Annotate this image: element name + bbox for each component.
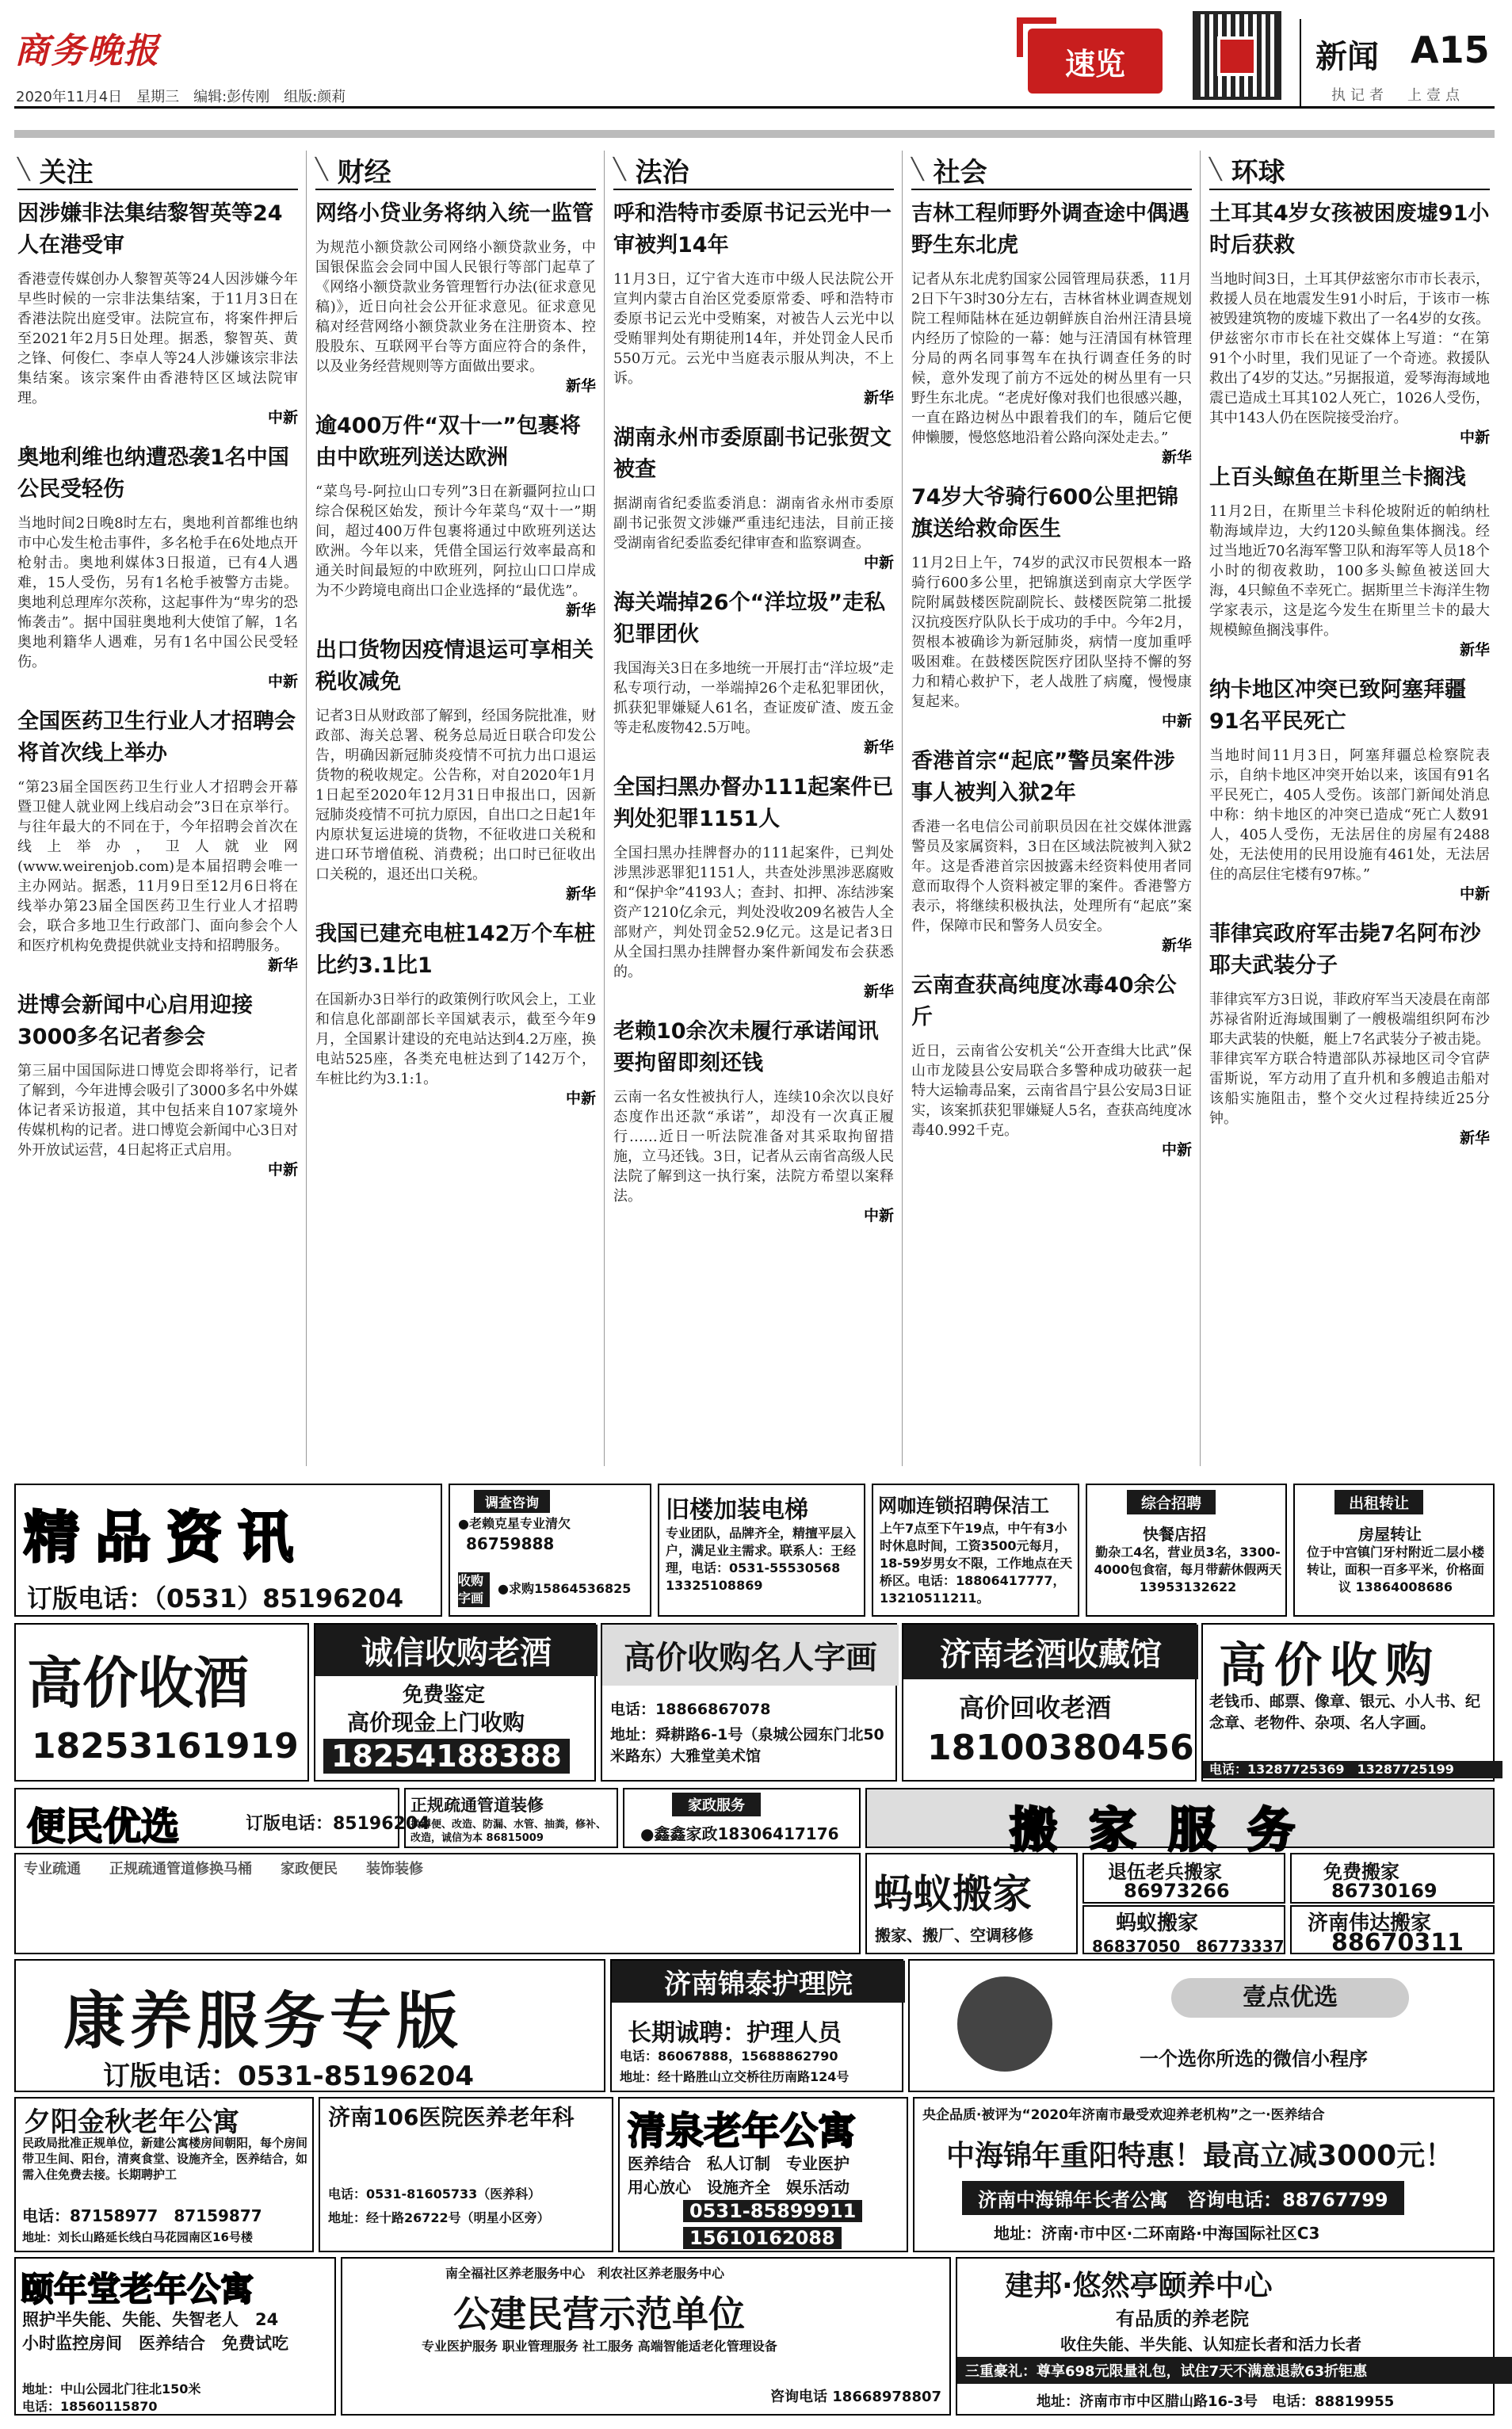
article-source: 中新 <box>267 409 298 426</box>
column-separator <box>1200 151 1201 1466</box>
ad-jiulou-title: 旧楼加装电梯 <box>666 1496 808 1524</box>
ad-zonghe-title: 快餐店招 <box>1143 1525 1206 1544</box>
article-headline[interactable]: 海关端掉26个“洋垃圾”走私犯罪团伙 <box>613 590 886 647</box>
ad-gaojia-shougou-title: 高价收购 <box>1219 1638 1441 1694</box>
ad-yiyuan106-title: 济南106医院医养老年科 <box>328 2104 575 2130</box>
article-source: 中新 <box>267 1161 298 1178</box>
ad-mayi2-title: 蚂蚁搬家 <box>1116 1912 1199 1935</box>
ad-qingquan <box>618 2097 908 2252</box>
ad-mayi-body: 搬家、搬厂、空调移修 <box>875 1926 1033 1945</box>
ad-diaocha-line2: 86759888 <box>466 1534 555 1553</box>
ad-jingpin-phone: 订版电话：（0531）85196204 <box>27 1583 404 1614</box>
dateline: 2020年11月4日 星期三 编辑:彭传刚 组版:颜莉 <box>16 89 346 105</box>
article-headline[interactable]: 上百头鲸鱼在斯里兰卡搁浅 <box>1209 465 1466 490</box>
article-source: 新华 <box>565 602 596 619</box>
slash-icon: ╲ <box>911 158 924 181</box>
ad-jintai-addr: 地址：经十路胜山立交桥往历南路124号 <box>620 2069 850 2084</box>
article-headline[interactable]: 74岁大爷骑行600公里把锦旗送给救命医生 <box>911 485 1178 541</box>
column-heading <box>17 151 298 190</box>
column-0 <box>17 151 298 1466</box>
ad-kangyang-phone: 订版电话：0531-85196204 <box>103 2060 474 2092</box>
speed-label: 速览 <box>1028 29 1163 94</box>
ad-banjia-title: 搬家服务 <box>1010 1803 1327 1858</box>
ad-chuzu-body: 位于中宫镇门牙村附近二层小楼转让，面积一百多平米，价格面议 13864008686 <box>1306 1545 1484 1595</box>
ad-mingren-tel: 电话：18866867078 <box>610 1701 771 1718</box>
header-band <box>14 130 1495 138</box>
ad-jintai-sub: 长期诚聘：护理人员 <box>628 2019 842 2047</box>
column-heading <box>1209 151 1490 190</box>
article-headline[interactable]: 湖南永州市委原副书记张贺文被查 <box>613 426 892 482</box>
article-body: 全国扫黑办挂牌督办的111起案件，已判处涉黑涉恶罪犯1151人，共查处涉黑涉恶腐败和“保护伞”4193人；查封、扣押、冻结涉案资产1210亿余元，判处没收209名被告人全部财产，判处罚金52.9亿元。这是记者3日从全国扫黑办挂牌督办案件新闻发布会获悉的。 <box>613 845 894 980</box>
article-body: 我国海关3日在多地统一开展打击“洋垃圾”走私专项行动，一举端掉26个走私犯罪团伙，抓获犯罪嫌疑人61名，查证废矿渣、废五金等走私废物42.5万吨。 <box>613 660 894 736</box>
column-1 <box>315 151 596 1466</box>
ad-xiyang-body: 民政局批准正规单位，新建公寓楼房间朝阳，每个房间带卫生间、阳台，清爽食堂、设施齐全，医养结合，如需入住免费去接。长期聘护工 <box>22 2136 308 2182</box>
section-name: 新闻 <box>1315 39 1379 75</box>
article-headline[interactable]: 呼和浩特市委原书记云光中一审被判14年 <box>613 201 892 258</box>
article-body: 11月3日，辽宁省大连市中级人民法院公开宣判内蒙古自治区党委原常委、呼和浩特市委原书记云光中受贿案，对被告人云光中以受贿罪判处有期徒刑14年，并处罚金人民币550万元。云光中当庭表示服从判决，不上诉。 <box>613 271 894 387</box>
article-body: 云南一名女性被执行人，连续10余次以良好态度作出还款“承诺”，却没有一次真正履行……近日一听法院准备对其采取拘留措施，立马还钱。3日，记者从云南省高级人民法院了解到这一执行案，法院方希望以案释法。 <box>613 1089 894 1205</box>
ad-jianbang-title: 建邦·悠然亭颐养中心 <box>1005 2270 1273 2302</box>
column-heading-label: 财经 <box>337 156 391 189</box>
ad-shutong <box>404 1788 618 1848</box>
article-source: 新华 <box>565 885 596 903</box>
ad-chuzu-title: 房屋转让 <box>1358 1525 1422 1544</box>
article-headline[interactable]: 网络小贷业务将纳入统一监管 <box>315 201 594 226</box>
article <box>1209 674 1490 904</box>
ad-mayi2 <box>1082 1905 1285 1954</box>
ad-zhonghai <box>913 2097 1495 2252</box>
article <box>613 422 894 573</box>
ad-yinian-title: 颐年堂老年公寓 <box>21 2270 254 2309</box>
slash-icon: ╲ <box>613 158 626 181</box>
slash-icon: ╲ <box>1209 158 1222 181</box>
ad-gaojia-jiu-phone: 18253161919 <box>32 1726 299 1766</box>
ad-mayi2-phone: 86837050 86773337 <box>1092 1937 1285 1956</box>
ad-jiazheng <box>623 1788 861 1848</box>
ad-jianbang-body: 收住失能、半失能、认知症长者和活力长者 <box>1060 2335 1361 2354</box>
article-source: 新华 <box>1161 449 1192 466</box>
ad-gongjian-body: 专业医护服务 职业管理服务 社工服务 高端智能适老化管理设备 <box>422 2339 777 2354</box>
column-3 <box>911 151 1192 1466</box>
ad-gaojia-jiu <box>14 1623 309 1782</box>
ad-jiulou <box>658 1484 865 1617</box>
article <box>613 587 894 758</box>
ad-zhonghai-sub: 济南中海锦年长者公寓 咨询电话：88767799 <box>962 2181 1404 2215</box>
ad-gaojia-shougou-tel: 电话：13287725369 13287725199 <box>1203 1761 1502 1778</box>
ad-yidian <box>908 1959 1495 2092</box>
article-source: 中新 <box>1161 1141 1192 1159</box>
article-headline[interactable]: 因涉嫌非法集结黎智英等24人在港受审 <box>17 201 283 258</box>
ad-chengxin <box>314 1623 596 1782</box>
ad-zonghe <box>1086 1484 1287 1617</box>
article <box>17 198 298 428</box>
ad-yinian <box>14 2257 336 2416</box>
ad-zhonghai-head: 央企品质·被评为“2020年济南市最受欢迎养老机构”之一·医养结合 <box>922 2107 1325 2123</box>
ad-bianmin-grid <box>14 1853 861 1954</box>
article <box>911 746 1192 956</box>
ad-bianmin-grid-filler: 专业疏通 正规疏通管道修换马桶 家政便民 装饰装修 <box>24 1861 423 1877</box>
article-headline[interactable]: 纳卡地区冲突已致阿塞拜疆91名平民死亡 <box>1209 678 1466 734</box>
article-source: 新华 <box>1459 1129 1490 1147</box>
article-body: “第23届全国医药卫生行业人才招聘会开幕暨卫健人就业网上线启动会”3日在京举行。与往年最大的不同在于，今年招聘会首次在线上举办，卫人就业网(www.weirenjob.com)是本届招聘会唯一主办网站。据悉，11月9日至12月6日将在线举办第23届全国医药卫生行业人才招聘会，联合多地卫生行政部门、面向参会个人和医疗机构免费提供就业支持和招聘服务。 <box>17 779 298 954</box>
article-headline[interactable]: 全国扫黑办督办111起案件已判处犯罪1151人 <box>613 775 894 831</box>
article-body: “菜鸟号-阿拉山口专列”3日在新疆阿拉山口综合保税区始发，预计今年菜鸟“双十一”期间，超过400万件包裹将通过中欧班列送达欧洲。今年以来，凭借全国运行效率最高和通关时间最短的中欧班列，阿拉山口口岸成为不少跨境电商出口企业选择的“最优选”。 <box>315 483 596 599</box>
article <box>911 198 1192 468</box>
ad-weida-phone: 88670311 <box>1331 1929 1464 1957</box>
column-separator <box>604 151 605 1466</box>
ad-laobing-phone: 86973266 <box>1124 1880 1230 1902</box>
ad-gaojia-shougou <box>1201 1623 1495 1782</box>
column-4 <box>1209 151 1490 1466</box>
article-headline[interactable]: 我国已建充电桩142万个车桩比约3.1比1 <box>315 922 596 978</box>
article <box>315 919 596 1109</box>
ad-jingpin <box>14 1484 442 1617</box>
article <box>1209 198 1490 448</box>
article-headline[interactable]: 奥地利维也纳遭恐袭1名中国公民受轻伤 <box>17 445 289 502</box>
ad-bianmin-phone: 订版电话：85196204 <box>246 1814 430 1834</box>
ad-jianbang-addr: 地址：济南市市中区腊山路16-3号 电话：88819955 <box>1037 2393 1395 2410</box>
ad-jintai-tel: 电话：86067888，15688862790 <box>620 2049 838 2064</box>
article-source: 新华 <box>565 377 596 395</box>
article-body: 菲律宾军方3日说，菲政府军当天凌晨在南部苏禄省附近海域围剿了一艘极端组织阿布沙耶夫武装的快艇，艇上7名武装分子被击毙。菲律宾军方联合特遣部队苏禄地区司令官萨雷斯说，军方动用了直升机和多艘追击船对该船实施阻击，整个交火过程持续近25分钟。 <box>1209 991 1490 1127</box>
article-body: 第三届中国国际进口博览会即将举行，记者了解到，今年进博会吸引了3000多名中外媒体记者采访报道，其中包括来自107家境外传媒机构的记者。进口博览会新闻中心3日对外开放试运营，4日起将正式启用。 <box>17 1063 298 1159</box>
article-source: 新华 <box>267 957 298 974</box>
article-source: 新华 <box>863 983 894 1000</box>
article-body: 香港壹传媒创办人黎智英等24人因涉嫌今年早些时候的一宗非法集结案，于11月3日在香港法院出庭受审。法院宣布，将案件押后至2021年2月5日处理。据悉，黎智英、黄之锋、何俊仁、李卓人等24人涉嫌该宗非法集结案。该宗案件由香港特区区域法院审理。 <box>17 271 298 407</box>
ad-xiyang-addr: 地址：刘长山路延长线白马花园南区16号楼 <box>22 2230 253 2244</box>
article-headline[interactable]: 进博会新闻中心启用迎接3000多名记者参会 <box>17 993 253 1049</box>
reporter-credit: 执记者 上壹点 <box>1331 87 1464 104</box>
article-source: 中新 <box>565 1090 596 1107</box>
article-headline[interactable]: 出口货物因疫情退运可享相关税收减免 <box>315 638 594 694</box>
article-source: 中新 <box>1459 429 1490 446</box>
article <box>613 198 894 408</box>
article-source: 中新 <box>1161 712 1192 730</box>
ad-yidian-title: 壹点优选 <box>1171 1978 1409 2018</box>
ad-gongjian-title: 公建民营示范单位 <box>453 2293 745 2335</box>
article <box>613 1016 894 1226</box>
page-number: A15 <box>1411 29 1490 71</box>
ad-yidian-sub: 一个选你所选的微信小程序 <box>1140 2048 1368 2070</box>
newspaper-logo: 商务晚报 <box>14 31 160 71</box>
article-body: 当地时间2日晚8时左右，奥地利首都维也纳市中心发生枪击事件，多名枪手在6处地点开枪射击。奥地利媒体3日报道，已有4人遇难，15人受伤，另有1名枪手被警方击毙。奥地利总理库尔茨称，这起事件为“卑劣的恐怖袭击”。据中国驻奥地利大使馆了解，1名奥地利籍华人遇难，另有1名中国公民受轻伤。 <box>17 515 298 670</box>
column-heading-label: 环球 <box>1231 156 1285 189</box>
ad-banjia-banner <box>865 1788 1495 1858</box>
ad-mingren-title: 高价收购名人字画 <box>602 1625 899 1686</box>
ad-jinan-laojiu-line: 高价回收老酒 <box>959 1693 1112 1723</box>
article-headline[interactable]: 云南查获高纯度冰毒40余公斤 <box>911 973 1177 1029</box>
ad-mianfei-phone: 86730169 <box>1331 1880 1438 1902</box>
article-body: 近日，云南省公安机关“公开查缉大比武”保山市龙陵县公安局联合多警种成功破获一起特大运输毒品案，云南省昌宁县公安局3日证实，该案抓获犯罪嫌疑人5名，查获高纯度冰毒40.992千克。 <box>911 1043 1192 1139</box>
ad-qingquan-phone1: 0531-85899911 <box>683 2200 862 2222</box>
article-source: 中新 <box>863 554 894 571</box>
ad-jintai <box>610 1959 903 2092</box>
article-body: 当地时间3日，土耳其伊兹密尔市市长表示，救援人员在地震发生91小时后，于该市一栋被毁建筑物的废墟下救出了一名4岁的女孩。伊兹密尔市市长在社交媒体上写道：“在第91个小时里，我们见证了一个奇迹。救援队救出了4岁的艾达。”另据报道，爱琴海海域地震已造成土耳其102人死亡，1026人受伤，其中143人仍在医院接受治疗。 <box>1209 271 1490 426</box>
ad-diaocha <box>449 1484 651 1617</box>
ad-qingquan-line2: 用心放心 设施齐全 娱乐活动 <box>628 2178 850 2197</box>
ad-gaojia-jiu-title: 高价收酒 <box>27 1650 249 1716</box>
ad-laobing-title: 退伍老兵搬家 <box>1108 1861 1222 1883</box>
article-source: 新华 <box>863 739 894 756</box>
ad-jianbang <box>956 2257 1495 2416</box>
column-heading <box>613 151 894 190</box>
column-2 <box>613 151 894 1466</box>
column-heading-label: 关注 <box>39 156 94 189</box>
ad-yinian-body: 照护半失能、失能、失智老人 24小时监控房间 医养结合 免费试吃 <box>22 2310 288 2353</box>
column-separator <box>902 151 903 1466</box>
ad-zhonghai-title: 中海锦年重阳特惠！最高立减3000元！ <box>946 2140 1454 2172</box>
ad-diaocha-line1: ●老赖克星专业清欠 <box>458 1516 571 1531</box>
ad-weida-title: 济南伟达搬家 <box>1308 1912 1432 1935</box>
article <box>315 198 596 396</box>
slash-icon: ╲ <box>17 158 30 181</box>
qr-logo-icon <box>1217 36 1257 76</box>
ad-kafei-body: 上午7点至下午19点，中午有3小时休息时间，工资3500元每月，18-59岁男女不限，工作地点在天桥区。电话：18806417777，13210511211。 <box>880 1521 1073 1606</box>
ad-gongjian-head: 南全福社区养老服务中心 利农社区养老服务中心 <box>445 2266 725 2281</box>
article <box>315 635 596 904</box>
ad-shutong-body: 换蹲便、改造、防漏、水管、抽粪，修补、改造，诚信为本 86815009 <box>410 1819 607 1844</box>
article <box>911 482 1192 731</box>
ad-qingquan-phone2: 15610162088 <box>683 2227 842 2249</box>
ad-xiyang <box>14 2097 314 2252</box>
ad-bianmin-title: 便民优选 <box>27 1805 180 1849</box>
ad-chengxin-title: 诚信收购老酒 <box>315 1625 598 1676</box>
ad-mingren-addr: 地址：舜耕路6-1号（泉城公园东门北50米路东）大雅堂美术馆 <box>610 1726 884 1765</box>
ad-chengxin-phone: 18254188388 <box>323 1739 570 1774</box>
article-body: 据湖南省纪委监委消息：湖南省永州市委原副书记张贺文涉嫌严重违纪违法，目前正接受湖南省纪委监委纪律审查和监察调查。 <box>613 495 894 552</box>
ad-weida <box>1290 1905 1495 1957</box>
ad-diaocha-head: 调查咨询 <box>474 1490 550 1513</box>
ad-jiulou-body: 专业团队，品牌齐全，精擅平层入户，满足业主需求。联系人：王经理，电话：0531-55530568 13325108869 <box>666 1526 857 1593</box>
column-heading <box>315 151 596 190</box>
article-body: 香港一名电信公司前职员因在社交媒体泄露警员及家属资料，3日在区域法院被判入狱2年。这是香港首宗因披露未经资料使用者同意而取得个人资料被定罪的案件。香港警方表示，将继续积极执法，处理所有“起底”案件，保障市民和警务人员安全。 <box>911 819 1192 934</box>
column-heading-label: 社会 <box>933 156 987 189</box>
article-body: 记者3日从财政部了解到，经国务院批准，财政部、海关总署、税务总局近日联合印发公告，明确因新冠肺炎疫情不可抗力出口退运货物的税收规定。公告称，对自2020年1月1日起至2020年12月31日申报出口，因新冠肺炎疫情不可抗力原因，自出口之日起1年内原状复运进境的货物，不征收进口关税和进口环节增值税、消费税；出口时已征收出口关税的，退还出口关税。 <box>315 708 596 883</box>
article-source: 新华 <box>1161 937 1192 954</box>
ad-laobing <box>1082 1853 1285 1904</box>
ad-kafei-title: 网咖连锁招聘保洁工 <box>878 1495 1049 1517</box>
column-separator <box>306 151 307 1466</box>
ad-chuzu-head: 出租转让 <box>1334 1490 1423 1514</box>
slash-icon: ╲ <box>315 158 328 181</box>
ad-zhonghai-addr: 地址：济南·市中区·二环南路·中海国际社区C3 <box>994 2224 1320 2243</box>
article-source: 新华 <box>1459 641 1490 659</box>
ad-mayi <box>865 1853 1078 1954</box>
article-headline[interactable]: 吉林工程师野外调查途中偶遇野生东北虎 <box>911 201 1189 258</box>
ad-jianbang-sub: 有品质的养老院 <box>1116 2308 1249 2330</box>
article <box>17 706 298 976</box>
ad-mingren <box>601 1623 897 1782</box>
ad-bianmin <box>14 1788 430 1849</box>
article <box>911 970 1192 1160</box>
ad-jianbang-promo: 三重豪礼：尊享698元限量礼包，试住7天不满意退款63折钜惠 <box>957 2357 1512 2384</box>
article-source: 中新 <box>1459 885 1490 903</box>
article-headline[interactable]: 土耳其4岁女孩被困废墟91小时后获救 <box>1209 201 1490 258</box>
ad-shutong-title: 正规疏通管道装修 <box>410 1796 544 1815</box>
ad-yinian-addr: 地址：中山公园北门往北150米 <box>22 2381 201 2397</box>
article-headline[interactable]: 菲律宾政府军击毙7名阿布沙耶夫武装分子 <box>1209 922 1481 978</box>
yidian-logo-icon <box>957 1976 1052 2072</box>
ad-diaocha-line3: 收购字画 <box>458 1572 490 1607</box>
ad-yiyuan106-addr: 地址：经十路26722号（明星小区旁） <box>328 2210 550 2225</box>
header-rule <box>14 106 1495 109</box>
ad-jiazheng-line: ●鑫鑫家政18306417176 <box>640 1824 839 1843</box>
ad-mianfei <box>1290 1853 1495 1904</box>
article-body: 当地时间11月3日，阿塞拜疆总检察院表示，自纳卡地区冲突开始以来，该国有91名平民死亡，405人受伤。该部门新闻处消息中称：纳卡地区的冲突已造成“死亡人数91人，405人受伤，无法居住的房屋有2488处，无法使用的民用设施有461处，无法居住的高层住宅楼有97栋。” <box>1209 747 1490 883</box>
article-source: 中新 <box>267 673 298 690</box>
article-body: 11月2日上午，74岁的武汉市民贺根本一路骑行600多公里，把锦旗送到南京大学医学院附属鼓楼医院副院长、鼓楼医院第二批援汉抗疫医疗队队长于成功的手中。今年2月，贺根本被确诊为新冠肺炎，病情一度加重呼吸困难。在鼓楼医院医疗团队坚持不懈的努力和精心救护下，老人战胜了病魔，慢慢康复起来。 <box>911 555 1192 710</box>
article-headline[interactable]: 老赖10余次未履行承诺闻讯要拘留即刻还钱 <box>613 1019 879 1075</box>
article <box>17 990 298 1180</box>
ad-kafei <box>872 1484 1079 1617</box>
ad-gaojia-shougou-body: 老钱币、邮票、像章、银元、小人书、纪念章、老物件、杂项、名人字画。 <box>1209 1693 1481 1732</box>
article-headline[interactable]: 逾400万件“双十一”包裹将由中欧班列送达欧洲 <box>315 414 581 470</box>
article <box>17 442 298 692</box>
article-body: 为规范小额贷款公司网络小额贷款业务，中国银保监会会同中国人民银行等部门起草了《网络小额贷款业务管理暂行办法(征求意见稿)》，近日向社会公开征求意见。征求意见稿对经营网络小额贷款业务在注册资本、控股股东、互联网平台等方面应符合的条件，以及业务经营规则等方面做出要求。 <box>315 239 596 375</box>
article-source: 新华 <box>863 389 894 407</box>
ad-chuzu <box>1293 1484 1495 1617</box>
article <box>315 411 596 621</box>
ad-jiazheng-head: 家政服务 <box>672 1793 761 1816</box>
ad-mayi-title: 蚂蚁搬家 <box>873 1871 1032 1917</box>
article-headline[interactable]: 全国医药卫生行业人才招聘会将首次线上举办 <box>17 709 296 766</box>
ad-yinian-tel: 电话：18560115870 <box>22 2399 158 2414</box>
ad-yiyuan106-tel: 电话：0531-81605733（医养科） <box>328 2186 541 2202</box>
column-heading <box>911 151 1192 190</box>
header-divider <box>1300 19 1301 106</box>
ad-chengxin-sub: 免费鉴定 <box>403 1683 486 1707</box>
ad-gongjian-tel: 咨询电话 18668978807 <box>770 2389 942 2405</box>
ad-qingquan-title: 清泉老年公寓 <box>628 2109 857 2153</box>
article-body: 11月2日，在斯里兰卡科伦坡附近的帕纳杜勒海域岸边，大约120头鲸鱼集体搁浅。经过当地近70名海军警卫队和海军等人员18个小时的彻夜救助，100多头鲸鱼被送回大海，4只鲸鱼不幸死亡。据斯里兰卡海洋生物学家表示，这是迄今发生在斯里兰卡的最大规模鲸鱼搁浅事件。 <box>1209 503 1490 639</box>
article <box>613 772 894 1002</box>
ad-jinan-laojiu-title: 济南老酒收藏馆 <box>903 1625 1198 1679</box>
article <box>1209 462 1490 660</box>
article-source: 中新 <box>863 1207 894 1224</box>
article-headline[interactable]: 香港首宗“起底”警员案件涉事人被判入狱2年 <box>911 749 1175 805</box>
ad-jinan-laojiu <box>902 1623 1197 1782</box>
ad-qingquan-line1: 医养结合 私人订制 专业医护 <box>628 2154 850 2173</box>
ad-gongjian <box>341 2257 951 2416</box>
ad-zonghe-head: 综合招聘 <box>1127 1490 1216 1514</box>
article-body: 在国新办3日举行的政策例行吹风会上，工业和信息化部副部长辛国斌表示，截至今年9月，全国累计建设的充电站达到4.2万座，换电站525座，各类充电桩达到了142万个，车桩比约为3.1:1。 <box>315 991 596 1087</box>
article-body: 记者从东北虎豹国家公园管理局获悉，11月2日下午3时30分左右，吉林省林业调查规划院工程师陆林在延边朝鲜族自治州汪清县境内经历了惊险的一幕：她与汪清国有林管理分局的两名同事驾车在执行调查任务的时候，意外发现了前方不远处的树丛里有一只野生东北虎。“老虎好像对我们也很感兴趣，一直在路边树丛中跟着我们的车，随后它便伸懒腰，慢悠悠地沿着公路向深处走去。” <box>911 271 1192 446</box>
ad-mianfei-title: 免费搬家 <box>1323 1861 1399 1883</box>
ad-jinan-laojiu-phone: 18100380456 <box>927 1728 1194 1768</box>
ad-chengxin-line: 高价现金上门收购 <box>347 1709 525 1736</box>
ad-kangyang-title: 康养服务专版 <box>63 1985 464 2057</box>
article <box>1209 919 1490 1148</box>
ad-diaocha-line4: ●求购15864536825 <box>498 1581 632 1596</box>
ad-zonghe-body: 勤杂工4名，营业员3名，3300-4000包食宿，每月带薪休假两天13953132622 <box>1094 1545 1282 1595</box>
column-heading-label: 法治 <box>635 156 689 189</box>
ad-xiyang-title: 夕阳金秋老年公寓 <box>24 2106 239 2138</box>
ad-yiyuan106 <box>319 2097 613 2252</box>
ad-jintai-title: 济南锦泰护理院 <box>612 1961 905 2003</box>
ad-xiyang-tel: 电话：87158977 87159877 <box>22 2206 262 2225</box>
ad-kangyang <box>14 1959 605 2092</box>
ad-jingpin-title: 精品资讯 <box>24 1504 309 1570</box>
